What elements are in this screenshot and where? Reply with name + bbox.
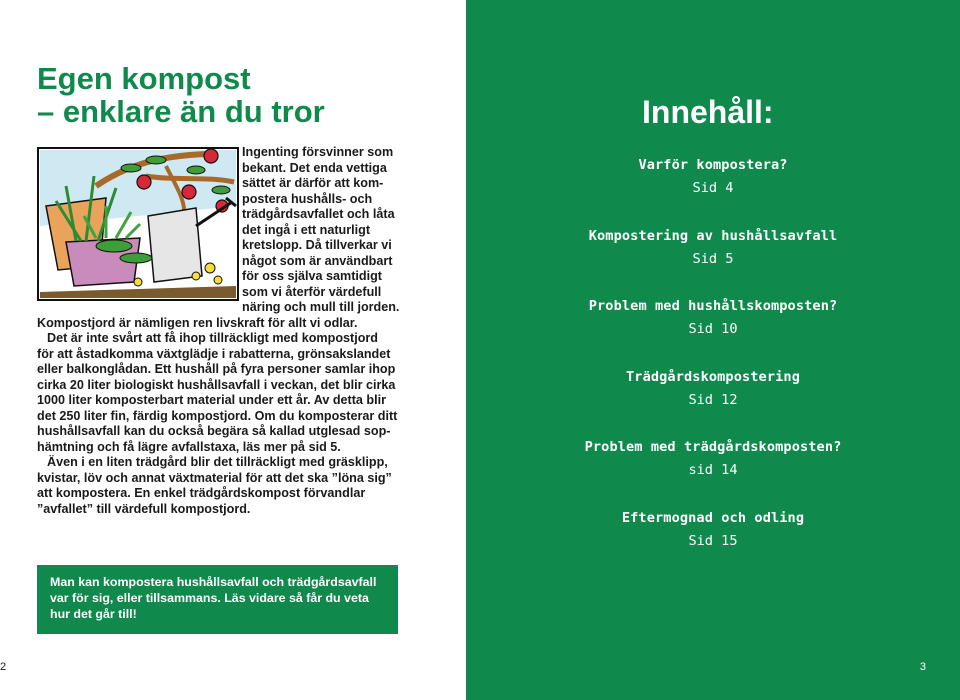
- intro-line: något som är användbart: [242, 253, 393, 268]
- toc-entry-title: Varför kompostera?: [638, 157, 788, 173]
- toc-entry-title: Problem med trädgårdskomposten?: [584, 439, 842, 455]
- garden-compost-illustration: [36, 146, 240, 302]
- toc-entry[interactable]: [466, 439, 960, 478]
- intro-line: sättet är därför att kom-: [242, 176, 384, 190]
- toc-entry-title: Eftermognad och odling: [621, 510, 805, 526]
- body-line: det 250 liter fin, färdig kompostjord. Om du komposterar ditt: [37, 408, 398, 423]
- body-line: Det är inte svårt att få ihop tillräckligt med kompostjord: [47, 331, 378, 345]
- body-line: kvistar, löv och annat växtmaterial för att det ska ”löna sig”: [37, 470, 392, 485]
- intro-line: postera hushålls- och: [242, 191, 373, 206]
- intro-line: näring och mull till jorden.: [242, 300, 400, 314]
- body-line: cirka 20 liter biologiskt hushållsavfall i veckan, det blir cirka: [37, 377, 396, 392]
- toc-entry[interactable]: [466, 510, 960, 549]
- intro-line: för oss själva samtidigt: [242, 269, 382, 283]
- page-number-right: 3: [919, 661, 926, 673]
- body-line: eller balkonglådan. Ett hushåll på fyra personer samlar ihop: [37, 362, 396, 376]
- intro-line: Ingenting försvinner som: [242, 145, 394, 159]
- toc-entry[interactable]: [466, 369, 960, 408]
- title-line-2: – enklare än du tror: [37, 94, 325, 129]
- toc-entry-page: Sid 5: [692, 251, 734, 267]
- body-line: Även i en liten trädgård blir det tillräckligt med gräsklipp,: [47, 455, 388, 469]
- page-title: [37, 62, 325, 128]
- toc-entry[interactable]: [466, 298, 960, 337]
- intro-wrapped-text: [242, 145, 399, 316]
- body-line: hushållsavfall kan du också begära så kallad utglesad sop-: [37, 424, 391, 438]
- right-page: [466, 0, 960, 700]
- body-text: [37, 316, 397, 518]
- title-line-1: Egen kompost: [37, 61, 251, 96]
- body-line: att kompostera. En enkel trädgårdskompost förvandlar: [37, 486, 366, 500]
- body-line: för att åstadkomma växtglädje i rabatterna, grönsakslandet: [37, 346, 391, 361]
- intro-line: trädgårdsavfallet och låta: [242, 207, 395, 221]
- intro-line: kretslopp. Då tillverkar vi: [242, 238, 392, 252]
- intro-line: bekant. Det enda vettiga: [242, 160, 387, 175]
- intro-line: det ingå i ett naturligt: [242, 222, 371, 237]
- toc-entry[interactable]: [466, 228, 960, 267]
- callout-line: Man kan kompostera hushållsavfall och trädgårdsavfall: [50, 575, 377, 589]
- intro-line: som vi återför värdefull: [242, 284, 382, 299]
- toc-entry-page: Sid 4: [692, 180, 734, 196]
- page-number-left: 2: [0, 661, 7, 673]
- body-line: ”avfallet” till värdefull kompostjord.: [37, 501, 251, 516]
- callout-line: hur det går till!: [50, 607, 137, 621]
- body-line: 1000 liter komposterbart material under ett år. Av detta blir: [37, 393, 387, 407]
- callout-box: [37, 565, 398, 634]
- left-page: [0, 0, 466, 700]
- toc-entry-title: Trädgårdskompostering: [626, 369, 800, 385]
- callout-line: var för sig, eller tillsammans. Läs vidare så får du veta: [50, 591, 369, 605]
- body-line: Kompostjord är nämligen ren livskraft för allt vi odlar.: [37, 315, 358, 330]
- toc-entry[interactable]: [466, 157, 960, 196]
- toc-entry-page: sid 14: [688, 462, 738, 478]
- body-line: hämtning och få lägre avfallstaxa, läs mer på sid 5.: [37, 439, 341, 454]
- toc-entry-page: Sid 15: [688, 533, 738, 549]
- toc-entry-title: Problem med hushållskomposten?: [588, 298, 838, 314]
- toc-entry-page: Sid 10: [688, 321, 738, 337]
- toc-entry-page: Sid 12: [688, 392, 738, 408]
- toc-heading: Innehåll:: [642, 94, 774, 130]
- toc-entry-title: Kompostering av hushållsavfall: [588, 228, 838, 244]
